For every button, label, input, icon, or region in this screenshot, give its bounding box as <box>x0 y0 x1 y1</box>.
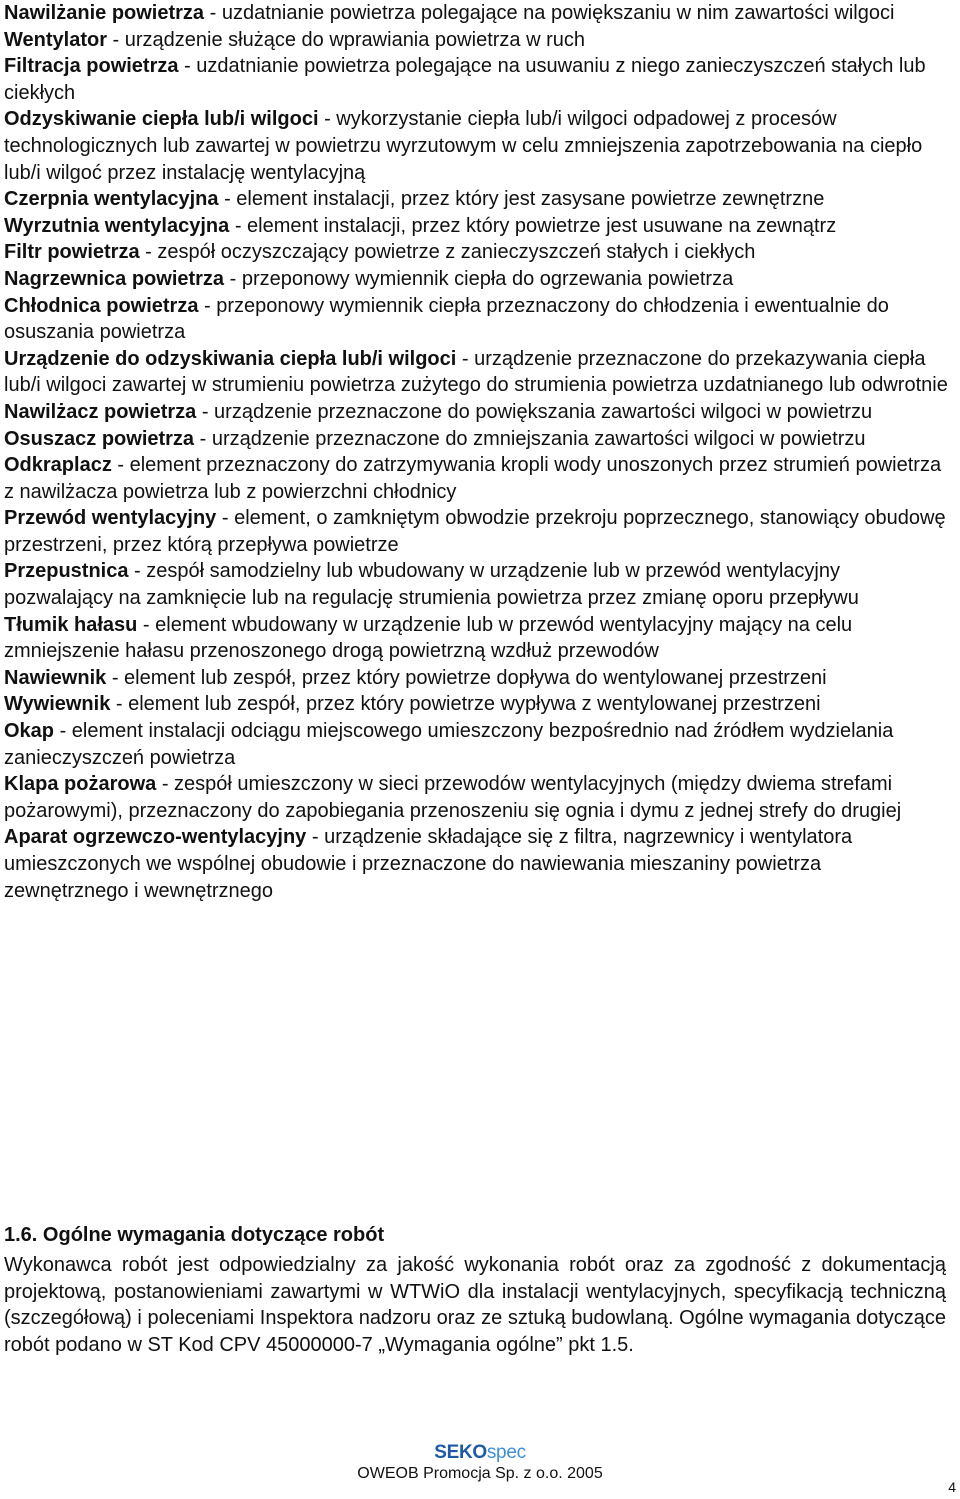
definition-term: Osuszacz powietrza <box>4 427 195 450</box>
definition-item <box>4 186 948 213</box>
definition-item <box>4 27 948 54</box>
definition-term: Wywiewnik <box>4 693 111 716</box>
definition-text: - uzdatnianie powietrza polegające na usuwaniu z niego zanieczyszczeń stałych lub ciekłych <box>4 55 926 104</box>
definition-item <box>4 771 948 824</box>
definition-term: Odzyskiwanie ciepła lub/i wilgoci <box>4 108 319 131</box>
section-body: Wykonawca robót jest odpowiedzialny za jakość wykonania robót oraz za zgodność z dokumentacją projektową, postanowieniami zawartymi w WTWiO dla instalacji wentylacyjnych, specyfikacją techniczną (szczegółową) i poleceniami Inspektora nadzoru oraz ze sztuką budowlaną. Ogólne wymagania dotyczące robót podano w ST Kod CPV 45000000-7 „Wymagania ogólne” pkt 1.5. <box>4 1254 946 1356</box>
definition-item <box>4 665 948 692</box>
definition-term: Przewód wentylacyjny <box>4 507 217 530</box>
definition-text: - zespół samodzielny lub wbudowany w urządzenie lub w przewód wentylacyjny pozwalający na zamknięcie lub na regulację strumienia powietrza przez zmianę oporu przepływu <box>4 560 859 610</box>
definition-text: - urządzenie przeznaczone do przekazywania ciepła lub/i wilgoci zawartej w strumieniu powietrza zużytego do strumienia powietrza uzdatnianego lub odwrotnie <box>4 347 948 397</box>
definition-text: - element lub zespół, przez który powietrze dopływa do wentylowanej przestrzeni <box>106 666 827 689</box>
definition-term: Przepustnica <box>4 560 129 583</box>
brand-logo-part2: spec <box>486 1442 526 1463</box>
definition-text: - element instalacji, przez który jest zasysane powietrze zewnętrzne <box>218 188 825 211</box>
definition-term: Filtr powietrza <box>4 241 140 264</box>
definition-item <box>4 824 948 904</box>
definition-term: Urządzenie do odzyskiwania ciepła lub/i wilgoci <box>4 347 457 370</box>
section-heading: 1.6. Ogólne wymagania dotyczące robót <box>4 1224 385 1246</box>
definition-item <box>4 266 948 293</box>
definition-term: Nawilżanie powietrza <box>4 2 205 24</box>
definition-term: Wentylator <box>4 28 107 51</box>
definition-text: - element wbudowany w urządzenie lub w przewód wentylacyjny mający na celu zmniejszenie hałasu przenoszonego drogą powietrzną wzdłuż przewodów <box>4 613 853 663</box>
definition-item <box>4 558 948 611</box>
definition-term: Chłodnica powietrza <box>4 294 199 317</box>
definition-text: - urządzenie składające się z filtra, nagrzewnicy i wentylatora umieszczonych we wspólnej obudowie i przeznaczone do nawiewania mieszaniny powietrza zewnętrznego i wewnętrznego <box>4 826 853 902</box>
definitions-list <box>4 0 948 904</box>
definition-text: - przeponowy wymiennik ciepła do ogrzewania powietrza <box>224 267 734 290</box>
definition-item <box>4 452 948 505</box>
page-footer <box>0 1442 960 1484</box>
definition-item <box>4 612 948 665</box>
definition-text: - urządzenie przeznaczone do powiększania zawartości wilgoci w powietrzu <box>196 400 873 423</box>
definition-term: Aparat ogrzewczo-wentylacyjny <box>4 826 307 849</box>
definition-text: - element przeznaczony do zatrzymywania kropli wody unoszonych przez strumień powietrza z nawilżacza powietrza lub z powierzchni chłodnicy <box>4 454 942 503</box>
definition-text: - urządzenie przeznaczone do zmniejszania zawartości wilgoci w powietrzu <box>194 427 866 450</box>
definition-item <box>4 399 948 426</box>
definition-text: - zespół umieszczony w sieci przewodów wentylacyjnych (między dwiema strefami pożarowymi), przeznaczony do zapobiegania przenoszeniu się ognia i dymu z jednej strefy do drugiej <box>4 773 902 822</box>
definition-item <box>4 505 948 558</box>
definition-item <box>4 691 948 718</box>
definition-item <box>4 426 948 453</box>
definition-text: - wykorzystanie ciepła lub/i wilgoci odpadowej z procesów technologicznych lub zawartej w powietrzu wyrzutowym w celu zmniejszenia zapotrzebowania na ciepło lub/i wilgoć przez instalację wentylacyjną <box>4 108 923 184</box>
definition-item <box>4 0 948 27</box>
definition-text: - element lub zespół, przez który powietrze wypływa z wentylowanej przestrzeni <box>110 693 821 716</box>
definition-item <box>4 53 948 106</box>
definition-term: Okap <box>4 720 55 743</box>
definition-term: Filtracja powietrza <box>4 55 179 78</box>
definition-text: - element, o zamkniętym obwodzie przekroju poprzecznego, stanowiący obudowę przestrzeni, przez którą przepływa powietrze <box>4 507 946 556</box>
definition-text: - element instalacji, przez który powietrze jest usuwane na zewnątrz <box>229 214 837 237</box>
definition-term: Tłumik hałasu <box>4 613 138 636</box>
definition-term: Klapa pożarowa <box>4 773 157 796</box>
definition-text: - przeponowy wymiennik ciepła przeznaczony do chłodzenia i ewentualnie do osuszania powietrza <box>4 294 889 344</box>
brand-logo <box>0 1442 960 1464</box>
definition-term: Wyrzutnia wentylacyjna <box>4 214 230 237</box>
definition-term: Odkraplacz <box>4 454 112 477</box>
definition-term: Czerpnia wentylacyjna <box>4 188 219 211</box>
definition-term: Nawilżacz powietrza <box>4 400 197 423</box>
definition-item <box>4 293 948 346</box>
definition-text: - urządzenie służące do wprawiania powietrza w ruch <box>106 28 585 51</box>
definition-item <box>4 106 948 186</box>
document-page <box>4 0 948 904</box>
definition-text: - element instalacji odciągu miejscowego umieszczony bezpośrednio nad źródłem wydzielania zanieczyszczeń powietrza <box>4 720 894 769</box>
definition-term: Nagrzewnica powietrza <box>4 267 225 290</box>
definition-text: - uzdatnianie powietrza polegające na powiększaniu w nim zawartości wilgoci <box>204 2 895 24</box>
definition-term: Nawiewnik <box>4 666 107 689</box>
page-number: 4 <box>948 1479 956 1495</box>
definition-text: - zespół oczyszczający powietrze z zanieczyszczeń stałych i ciekłych <box>139 241 756 264</box>
definition-item <box>4 718 948 771</box>
footer-company: OWEOB Promocja Sp. z o.o. 2005 <box>357 1465 603 1482</box>
definition-item <box>4 239 948 266</box>
brand-logo-part1: SEKO <box>434 1442 487 1463</box>
definition-item <box>4 346 948 399</box>
definition-item <box>4 213 948 240</box>
